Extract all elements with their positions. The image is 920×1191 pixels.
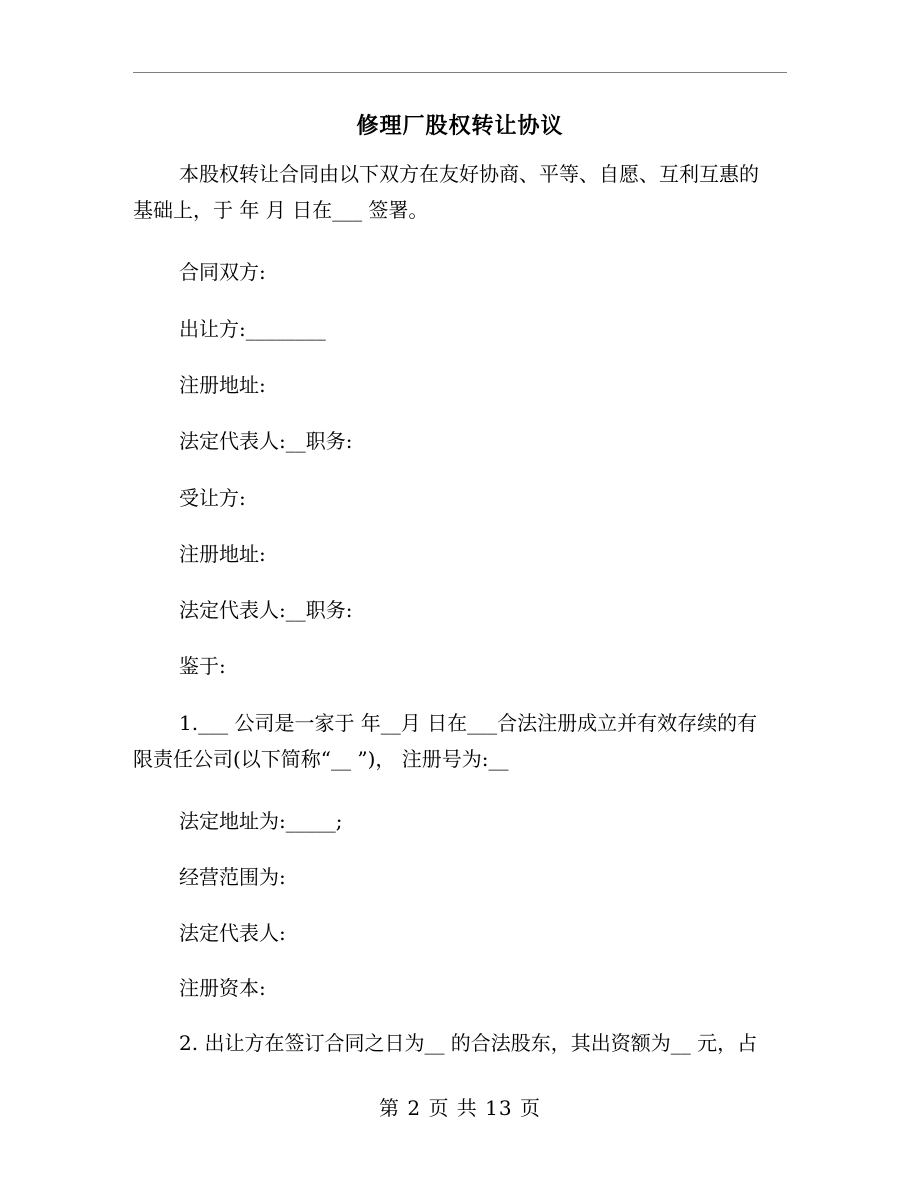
business-scope-line: 经营范围为: bbox=[179, 865, 286, 889]
whereas-heading: 鉴于: bbox=[179, 654, 226, 678]
registered-capital-line: 注册资本: bbox=[179, 976, 266, 1000]
legal-representative-line: 法定代表人: bbox=[179, 921, 286, 945]
transferee-representative: 法定代表人:__职务: bbox=[179, 598, 353, 622]
clause-2 bbox=[133, 1025, 787, 1061]
header-divider bbox=[133, 72, 787, 73]
transferor-line: 出让方:________ bbox=[179, 317, 326, 341]
transferee-address: 注册地址: bbox=[179, 542, 266, 566]
transferor-representative: 法定代表人:__职务: bbox=[179, 429, 353, 453]
transferee-line: 受让方: bbox=[179, 486, 246, 510]
parties-heading: 合同双方: bbox=[179, 260, 266, 284]
clause-1-line-1: 1.___ 公司是一家于 年__月 日在___合法注册成立并有效存续的有 bbox=[179, 711, 758, 735]
clause-2-line-1: 2. 出让方在签订合同之日为__ 的合法股东，其出资额为__ 元，占 bbox=[179, 1031, 758, 1055]
transferor-address: 注册地址: bbox=[179, 373, 266, 397]
intro-paragraph bbox=[133, 156, 787, 228]
intro-line-2: 基础上，于 年 月 日在___ 签署。 bbox=[133, 198, 429, 222]
page-number: 第 2 页 共 13 页 bbox=[379, 1096, 541, 1120]
clause-1 bbox=[133, 705, 787, 777]
document-title: 修理厂股权转让协议 bbox=[356, 113, 564, 139]
intro-line-1: 本股权转让合同由以下双方在友好协商、平等、自愿、互利互惠的 bbox=[179, 162, 759, 186]
clause-1-line-2: 限责任公司(以下简称“__ ”)， 注册号为:__ bbox=[133, 747, 509, 771]
legal-address-line: 法定地址为:_____; bbox=[179, 809, 343, 833]
